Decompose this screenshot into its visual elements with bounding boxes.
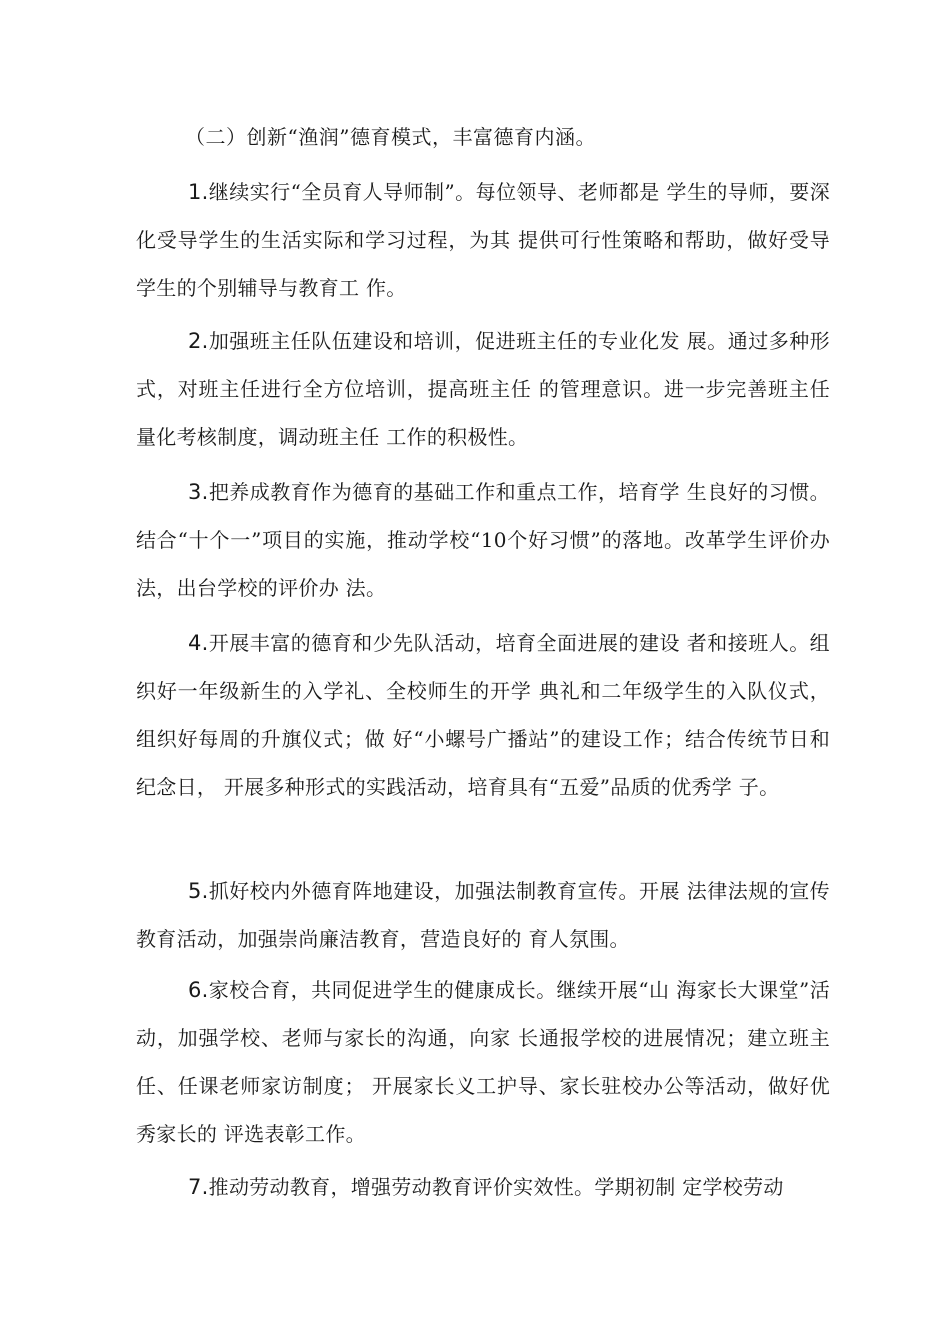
item-number: 3. <box>188 480 209 504</box>
item-number: 5. <box>188 879 209 903</box>
list-item <box>136 1163 830 1211</box>
item-text: 把养成教育作为德育的基础工作和重点工作，培育学 生良好的习惯。结合“十个一”项目的实施，推动学校“10个好习惯”的落地。改革学生评价办法，出台学校的评价办 法。 <box>136 480 830 600</box>
section-heading: （二）创新“渔润”德育模式，丰富德育内涵。 <box>185 125 596 149</box>
list-item <box>136 468 830 612</box>
item-text: 家校合育，共同促进学生的健康成长。继续开展“山 海家长大课堂”活动，加强学校、老师与家长的沟通，向家 长通报学校的进展情况；建立班主任、任课老师家访制度； 开展家长义工护导、家长驻校办公等活动，做好优秀家长的 评选表彰工作。 <box>136 978 830 1146</box>
item-number: 2. <box>188 329 209 353</box>
item-number: 6. <box>188 978 209 1002</box>
list-item <box>136 966 830 1158</box>
list-item <box>136 619 830 811</box>
item-text: 推动劳动教育，增强劳动教育评价实效性。学期初制 定学校劳动 <box>208 1175 784 1199</box>
list-item <box>136 867 830 963</box>
item-number: 4. <box>188 631 209 655</box>
item-text: 抓好校内外德育阵地建设，加强法制教育宣传。开展 法律法规的宣传教育活动，加强崇尚廉洁教育，营造良好的 育人氛围。 <box>136 879 830 951</box>
list-item <box>136 317 830 461</box>
item-text: 加强班主任队伍建设和培训，促进班主任的专业化发 展。通过多种形式，对班主任进行全方位培训，提高班主任 的管理意识。进一步完善班主任量化考核制度，调动班主任 工作的积极性。 <box>136 329 830 449</box>
item-text: 开展丰富的德育和少先队活动，培育全面进展的建设 者和接班人。组织好一年级新生的入学礼、全校师生的开学 典礼和二年级学生的入队仪式，组织好每周的升旗仪式；做 好“小螺号广播站”的建设工作；结合传统节日和纪念日， 开展多种形式的实践活动，培育具有“五爱”品质的优秀学 子。 <box>136 631 830 799</box>
list-item <box>136 168 830 312</box>
item-text: 继续实行“全员育人导师制”。每位领导、老师都是 学生的导师，要深化受导学生的生活实际和学习过程，为其 提供可行性策略和帮助，做好受导学生的个别辅导与教育工 作。 <box>136 180 830 300</box>
item-number: 7. <box>188 1175 209 1199</box>
item-number: 1. <box>188 180 209 204</box>
